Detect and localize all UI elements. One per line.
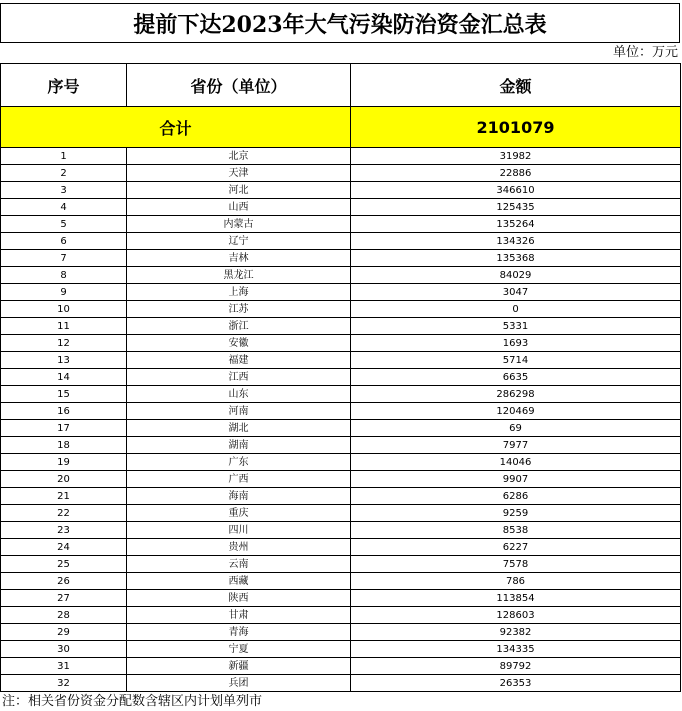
cell-province[interactable]: 广西 (127, 471, 351, 488)
table-row (1, 318, 681, 335)
cell-seq[interactable]: 30 (1, 641, 127, 658)
table-row (1, 165, 681, 182)
table-row (1, 556, 681, 573)
cell-province[interactable]: 青海 (127, 624, 351, 641)
table-row (1, 284, 681, 301)
cell-seq[interactable]: 17 (1, 420, 127, 437)
cell-amount[interactable]: 92382 (351, 624, 681, 641)
cell-amount[interactable]: 0 (351, 301, 681, 318)
table-row (1, 624, 681, 641)
cell-seq[interactable]: 10 (1, 301, 127, 318)
cell-seq[interactable]: 22 (1, 505, 127, 522)
cell-amount[interactable]: 120469 (351, 403, 681, 420)
header-amount[interactable]: 金额 (351, 64, 681, 107)
cell-province[interactable]: 河北 (127, 182, 351, 199)
table-row (1, 148, 681, 165)
cell-seq[interactable]: 29 (1, 624, 127, 641)
table-row (1, 420, 681, 437)
cell-province[interactable]: 四川 (127, 522, 351, 539)
table-body (1, 107, 681, 692)
cell-amount[interactable]: 6227 (351, 539, 681, 556)
total-label[interactable]: 合计 (1, 107, 351, 148)
cell-seq[interactable]: 8 (1, 267, 127, 284)
cell-province[interactable]: 江苏 (127, 301, 351, 318)
cell-seq[interactable]: 32 (1, 675, 127, 692)
footnote[interactable]: 注：相关省份资金分配数含辖区内计划单列市 (2, 694, 263, 709)
cell-seq[interactable]: 31 (1, 658, 127, 675)
cell-province[interactable]: 山西 (127, 199, 351, 216)
cell-province[interactable]: 辽宁 (127, 233, 351, 250)
cell-seq[interactable]: 20 (1, 471, 127, 488)
cell-amount[interactable]: 7977 (351, 437, 681, 454)
cell-province[interactable]: 新疆 (127, 658, 351, 675)
cell-seq[interactable]: 7 (1, 250, 127, 267)
cell-province[interactable]: 江西 (127, 369, 351, 386)
table-row (1, 233, 681, 250)
cell-amount[interactable]: 5714 (351, 352, 681, 369)
cell-amount[interactable]: 135368 (351, 250, 681, 267)
cell-seq[interactable]: 18 (1, 437, 127, 454)
cell-amount[interactable]: 9907 (351, 471, 681, 488)
header-province[interactable]: 省份（单位） (127, 64, 351, 107)
cell-province[interactable]: 北京 (127, 148, 351, 165)
cell-province[interactable]: 重庆 (127, 505, 351, 522)
cell-province[interactable]: 湖南 (127, 437, 351, 454)
table-row (1, 454, 681, 471)
header-row (1, 64, 681, 107)
cell-seq[interactable]: 13 (1, 352, 127, 369)
cell-amount[interactable]: 135264 (351, 216, 681, 233)
cell-province[interactable]: 陕西 (127, 590, 351, 607)
cell-province[interactable]: 云南 (127, 556, 351, 573)
table-row (1, 182, 681, 199)
table-row (1, 607, 681, 624)
table-row (1, 199, 681, 216)
cell-province[interactable]: 广东 (127, 454, 351, 471)
table-row (1, 352, 681, 369)
table-row (1, 658, 681, 675)
cell-amount[interactable]: 1693 (351, 335, 681, 352)
cell-amount[interactable]: 5331 (351, 318, 681, 335)
cell-province[interactable]: 安徽 (127, 335, 351, 352)
cell-amount[interactable]: 3047 (351, 284, 681, 301)
cell-amount[interactable]: 128603 (351, 607, 681, 624)
table-row (1, 590, 681, 607)
cell-province[interactable]: 西藏 (127, 573, 351, 590)
table-row (1, 539, 681, 556)
table-row (1, 573, 681, 590)
cell-amount[interactable]: 134326 (351, 233, 681, 250)
table-row (1, 369, 681, 386)
cell-seq[interactable]: 16 (1, 403, 127, 420)
cell-seq[interactable]: 27 (1, 590, 127, 607)
cell-amount[interactable]: 286298 (351, 386, 681, 403)
cell-seq[interactable]: 2 (1, 165, 127, 182)
cell-amount[interactable]: 346610 (351, 182, 681, 199)
total-value[interactable]: 2101079 (351, 107, 681, 148)
cell-seq[interactable]: 1 (1, 148, 127, 165)
table-row (1, 675, 681, 692)
cell-province[interactable]: 浙江 (127, 318, 351, 335)
cell-province[interactable]: 吉林 (127, 250, 351, 267)
page-title[interactable]: 提前下达2023年大气污染防治资金汇总表 (0, 3, 680, 43)
cell-seq[interactable]: 25 (1, 556, 127, 573)
cell-amount[interactable]: 22886 (351, 165, 681, 182)
table-row (1, 267, 681, 284)
cell-amount[interactable]: 6286 (351, 488, 681, 505)
cell-province[interactable]: 湖北 (127, 420, 351, 437)
cell-amount[interactable]: 26353 (351, 675, 681, 692)
cell-amount[interactable]: 69 (351, 420, 681, 437)
cell-seq[interactable]: 4 (1, 199, 127, 216)
cell-province[interactable]: 内蒙古 (127, 216, 351, 233)
cell-seq[interactable]: 14 (1, 369, 127, 386)
table-row (1, 216, 681, 233)
cell-province[interactable]: 宁夏 (127, 641, 351, 658)
table-row (1, 488, 681, 505)
table-row (1, 250, 681, 267)
table-row (1, 522, 681, 539)
table-row (1, 641, 681, 658)
cell-amount[interactable]: 84029 (351, 267, 681, 284)
table-row (1, 301, 681, 318)
cell-amount[interactable]: 6635 (351, 369, 681, 386)
cell-seq[interactable]: 12 (1, 335, 127, 352)
cell-province[interactable]: 天津 (127, 165, 351, 182)
cell-province[interactable]: 海南 (127, 488, 351, 505)
cell-amount[interactable]: 7578 (351, 556, 681, 573)
cell-province[interactable]: 黑龙江 (127, 267, 351, 284)
table-row (1, 437, 681, 454)
cell-seq[interactable]: 24 (1, 539, 127, 556)
cell-province[interactable]: 福建 (127, 352, 351, 369)
cell-seq[interactable]: 19 (1, 454, 127, 471)
cell-amount[interactable]: 113854 (351, 590, 681, 607)
header-seq[interactable]: 序号 (1, 64, 127, 107)
cell-province[interactable]: 河南 (127, 403, 351, 420)
cell-seq[interactable]: 15 (1, 386, 127, 403)
cell-seq[interactable]: 6 (1, 233, 127, 250)
cell-amount[interactable]: 8538 (351, 522, 681, 539)
total-row (1, 107, 681, 148)
table-row (1, 386, 681, 403)
table-row (1, 335, 681, 352)
cell-province[interactable]: 上海 (127, 284, 351, 301)
cell-seq[interactable]: 23 (1, 522, 127, 539)
cell-seq[interactable]: 26 (1, 573, 127, 590)
table-row (1, 505, 681, 522)
cell-province[interactable]: 兵团 (127, 675, 351, 692)
cell-amount[interactable]: 125435 (351, 199, 681, 216)
cell-amount[interactable]: 14046 (351, 454, 681, 471)
funding-table (0, 63, 681, 692)
cell-seq[interactable]: 9 (1, 284, 127, 301)
cell-seq[interactable]: 28 (1, 607, 127, 624)
cell-seq[interactable]: 3 (1, 182, 127, 199)
cell-seq[interactable]: 21 (1, 488, 127, 505)
table-row (1, 471, 681, 488)
cell-amount[interactable]: 786 (351, 573, 681, 590)
cell-amount[interactable]: 134335 (351, 641, 681, 658)
cell-province[interactable]: 贵州 (127, 539, 351, 556)
cell-amount[interactable]: 31982 (351, 148, 681, 165)
cell-amount[interactable]: 9259 (351, 505, 681, 522)
cell-seq[interactable]: 5 (1, 216, 127, 233)
cell-province[interactable]: 山东 (127, 386, 351, 403)
cell-province[interactable]: 甘肃 (127, 607, 351, 624)
cell-seq[interactable]: 11 (1, 318, 127, 335)
unit-label[interactable]: 单位：万元 (612, 45, 678, 60)
table-row (1, 403, 681, 420)
cell-amount[interactable]: 89792 (351, 658, 681, 675)
